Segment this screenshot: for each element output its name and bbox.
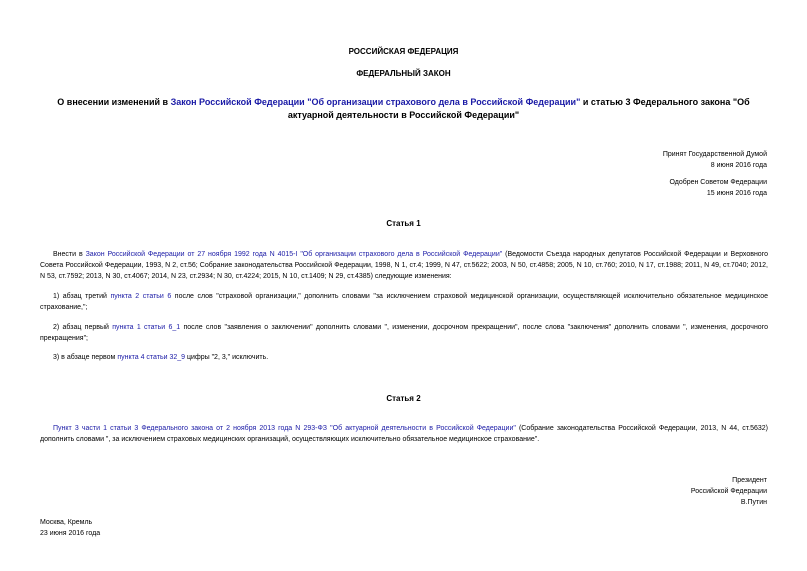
council-line1: Одобрен Советом Федерации: [669, 179, 767, 186]
item1-suffix: после слов "страховой организации," дополнить словами "за исключением страховой медицинской организации, осуществляющей исключительно обязательное медицинское страхование,";: [40, 293, 768, 311]
place-date-block: [40, 517, 100, 539]
article2-suffix: (Собрание законодательства Российской Федерации, 2013, N 44, ст.5632) дополнить словами ", за исключением страховых медицинских организаций, осуществляющих исключительно обязательное медицинское страхование".: [40, 425, 768, 443]
signature-country: Российской Федерации: [690, 488, 767, 495]
country-heading: РОССИЙСКАЯ ФЕДЕРАЦИЯ: [348, 47, 459, 56]
item3-prefix: 3) в абзаце первом: [53, 354, 118, 361]
article2-law-link[interactable]: Пункт 3 части 1 статьи 3 Федерального закона от 2 ноября 2013 года N 293-ФЗ "Об актуарной деятельности в Российской Федерации": [53, 425, 516, 432]
article1-item2: [40, 322, 768, 344]
signature-block: [691, 475, 767, 508]
duma-line1: Принят Государственной Думой: [662, 151, 767, 158]
duma-line2: 8 июня 2016 года: [710, 162, 767, 169]
adoption-council: [669, 177, 767, 199]
title-middle: и статью 3 Федерального закона "Об актуарной деятельности в Российской Федерации": [287, 97, 750, 120]
article1-law-link[interactable]: Закон Российской Федерации от 27 ноября 1992 года N 4015-I "Об организации страхового дела в Российской Федерации": [85, 251, 503, 258]
item3-link[interactable]: пункта 4 статьи 32_9: [117, 354, 186, 361]
signature-title: Президент: [732, 477, 767, 484]
signing-place: Москва, Кремль: [40, 519, 93, 526]
article2-heading: Статья 2: [386, 394, 421, 403]
doc-type-heading: ФЕДЕРАЛЬНЫЙ ЗАКОН: [356, 69, 451, 78]
article1-item3: [40, 352, 768, 363]
signature-name: В.Путин: [740, 499, 767, 506]
adoption-duma: [663, 149, 767, 171]
item2-link[interactable]: пункта 1 статьи 6_1: [112, 324, 181, 331]
article1-heading: Статья 1: [386, 219, 421, 228]
item2-prefix: 2) абзац первый: [53, 324, 113, 331]
law-title: [40, 96, 767, 122]
article2-text: [40, 423, 768, 445]
item1-link[interactable]: пункта 2 статьи 6: [110, 293, 172, 300]
article1-intro-prefix: Внести в: [53, 251, 86, 258]
signing-date: 23 июня 2016 года: [40, 530, 101, 537]
item2-suffix: после слов "заявления о заключении" дополнить словами ", изменении, досрочном прекращении", после слова "заключения" дополнить словами ", изменения, досрочного прекращения";: [40, 324, 768, 342]
title-law-link[interactable]: Закон Российской Федерации "Об организации страхового дела в Российской Федерации": [170, 97, 581, 107]
title-prefix: О внесении изменений в: [57, 97, 171, 107]
article1-item1: [40, 291, 768, 313]
council-line2: 15 июня 2016 года: [706, 190, 767, 197]
article1-intro-suffix: (Ведомости Съезда народных депутатов Российской Федерации и Верховного Совета Российской Федерации, 1993, N 2, ст.56; Собрание законодательства Российской Федерации, 1998, N 1, ст.4; 1999, N 47, ст.5622; 2003, N 50, ст.4858; 2005, N 10, ст.760; 2010, N 17, ст.1988; 2011, N 49, ст.7040; 2012, N 53, ст.7592; 2013, N 30, ст.4067; 2014, N 23, ст.2934; N 30, ст.4224; 2015, N 10, ст.1409; N 29, ст.4385) следующие изменения:: [40, 251, 768, 280]
article1-intro: [40, 249, 768, 282]
item3-suffix: цифры "2, 3," исключить.: [185, 354, 269, 361]
item1-prefix: 1) абзац третий: [53, 293, 111, 300]
